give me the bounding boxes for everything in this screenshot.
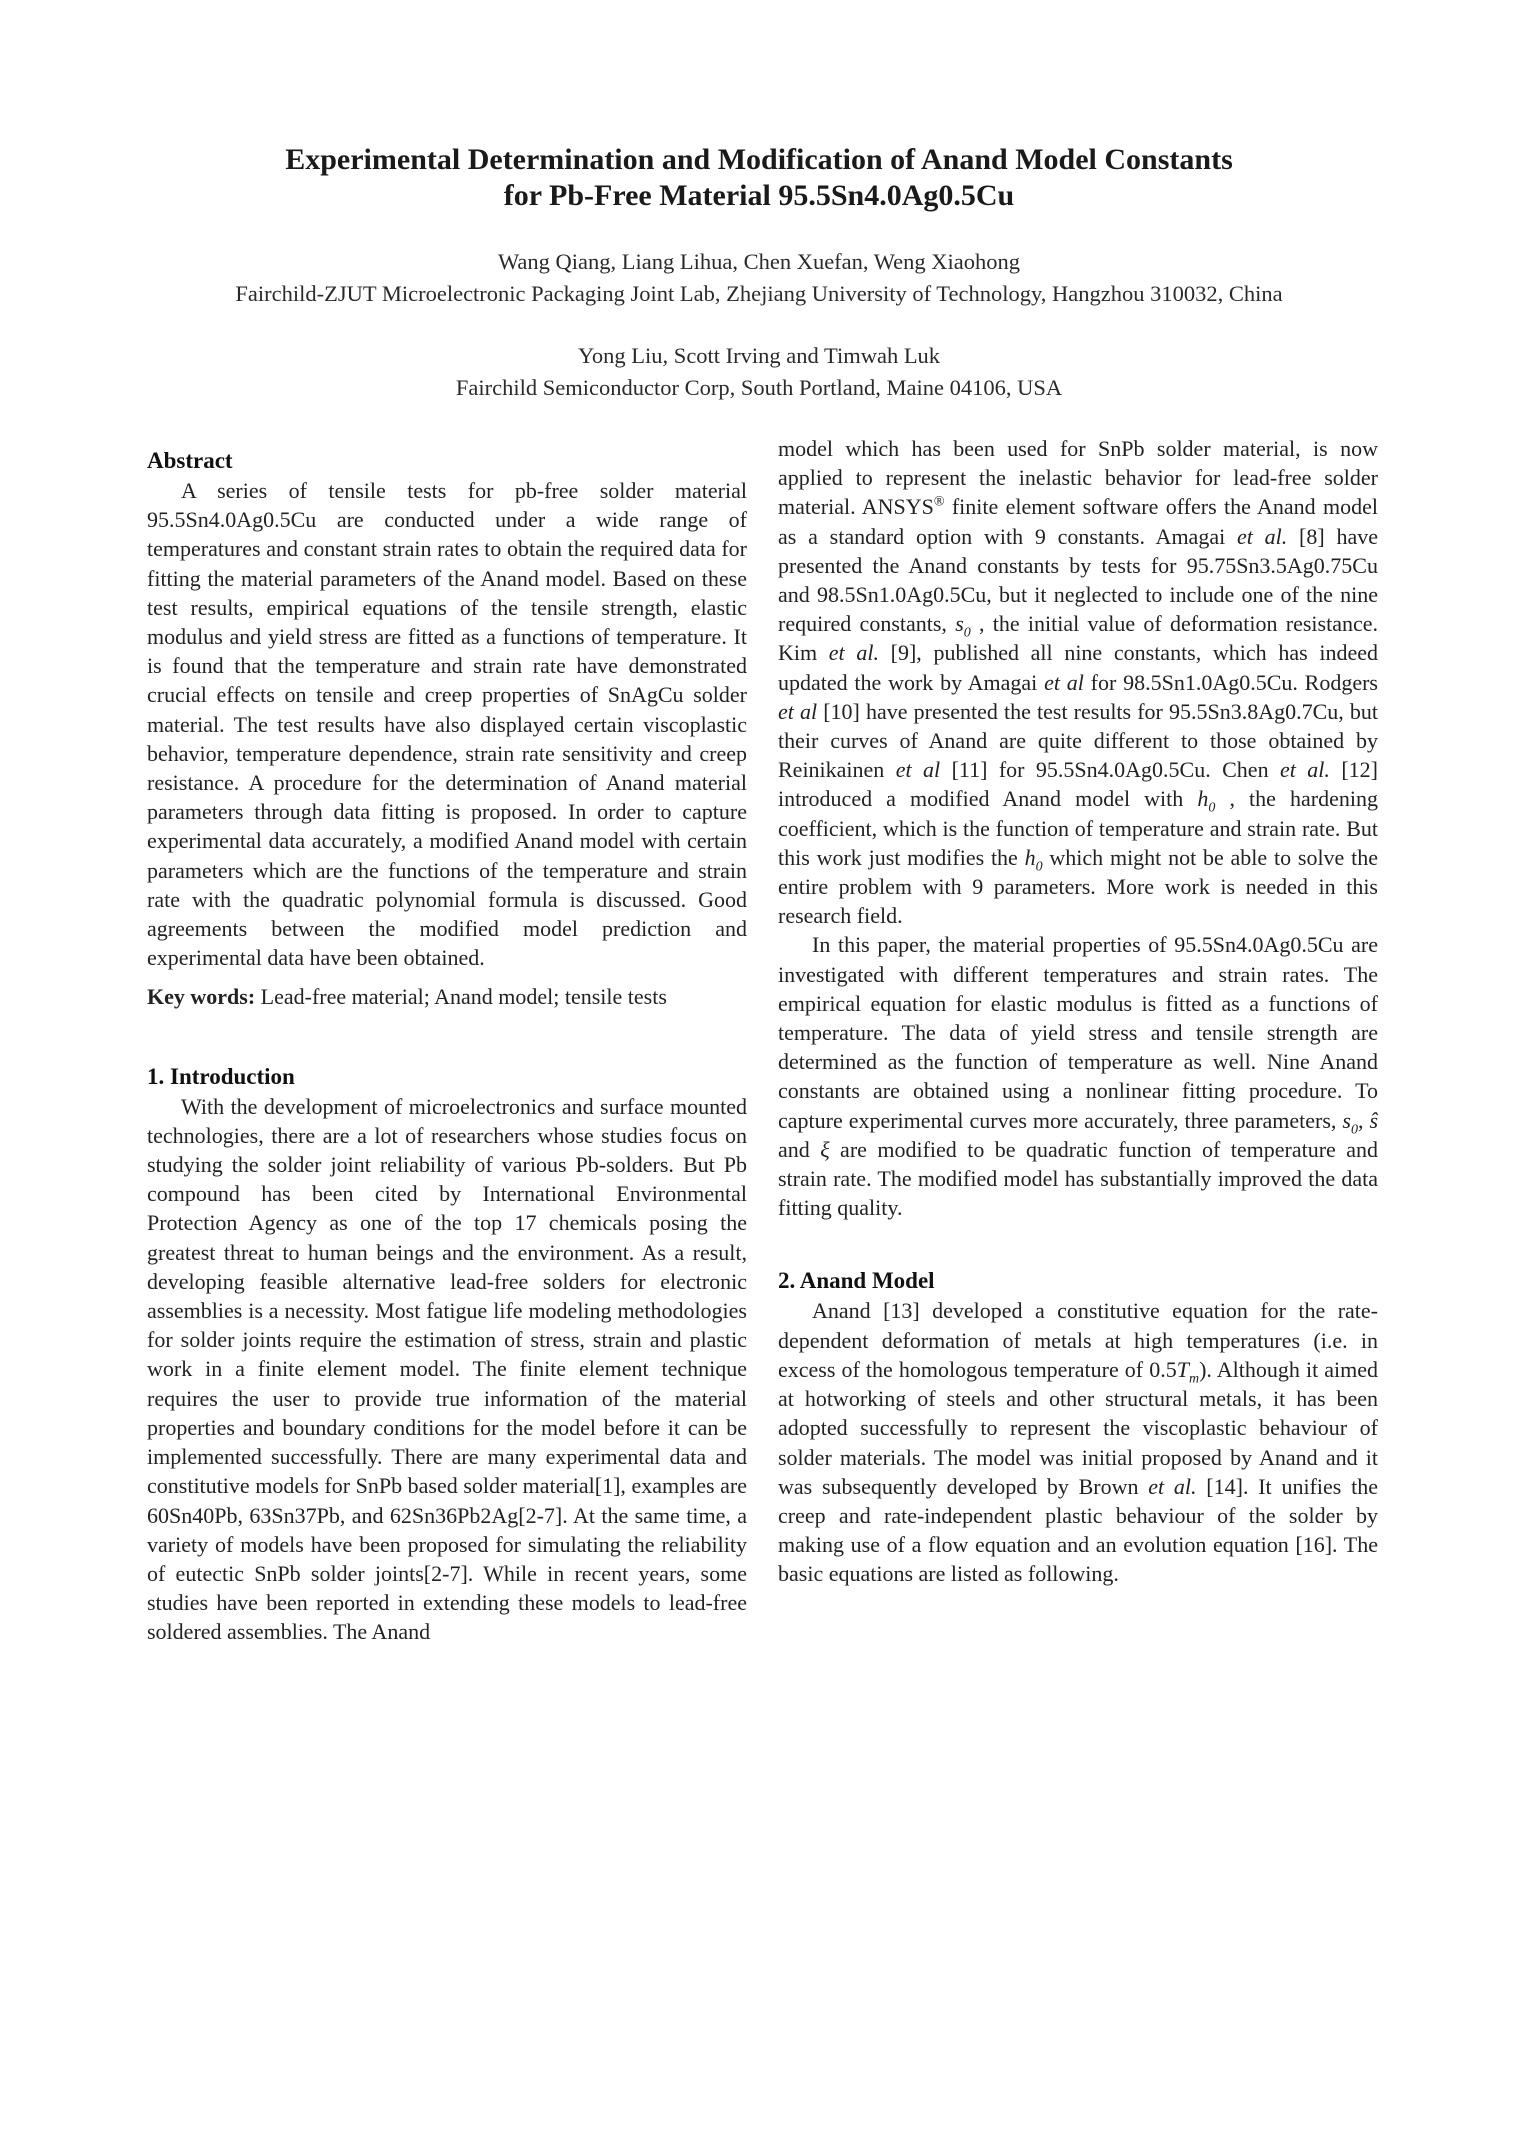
text-run: , the initial value of deformation resistance. Kim	[778, 611, 1379, 666]
subscript-0: 0	[1035, 859, 1043, 875]
symbol-s-hat: ŝ	[1369, 1107, 1379, 1133]
registered-mark: ®	[933, 495, 945, 511]
text-run: [14]. It unifies the creep and rate-independent plastic behaviour of the solder by making use of a flow equation and an evolution equation [16]. The basic equations are listed as following.	[778, 1473, 1378, 1587]
title-line-1: Experimental Determination and Modification of Anand Model Constants	[285, 143, 1233, 176]
text-run: Anand [13] developed a constitutive equation for the rate-dependent deformation of metals at high temperatures (i.e. in excess of the homologous temperature of 0.5	[778, 1298, 1378, 1382]
et-al: et al.	[828, 640, 879, 666]
text-run: [12] introduced a modified Anand model with	[778, 757, 1378, 812]
text-run: [10] have presented the test results for 95.5Sn3.8Ag0.7Cu, but their curves of Anand are quite different to those obtained by Reinikainen	[778, 698, 1378, 783]
et-al: et al.	[1148, 1473, 1197, 1499]
symbol-s0	[955, 611, 971, 641]
symbol-xi: ξ	[820, 1136, 830, 1162]
text-run: finite element software offers the Anand model as a standard option with 9 constants. Amagai	[778, 494, 1379, 549]
text-run: are modified to be quadratic function of temperature and strain rate. The modified model has substantially improved the data fitting quality.	[778, 1136, 1378, 1221]
keywords	[147, 982, 747, 1011]
text-run: [9], published all nine constants, which has indeed updated the work by Amagai	[778, 640, 1378, 695]
symbol-h: h	[1197, 786, 1209, 812]
text-run: which might not be able to solve the entire problem with 9 parameters. More work is needed in this research field.	[778, 844, 1378, 929]
text-run: model which has been used for SnPb solder material, is now applied to represent the inelastic behavior for lead-free solder material. ANSYS	[778, 436, 1378, 520]
et-al: et al.	[1236, 523, 1288, 549]
intro-paper-paragraph: In this paper, the material properties of 95.5Sn4.0Ag0.5Cu are investigated with different temperatures and strain rates. The empirical equation for elastic modulus is fitted as a functions of temperature. The data of yield stress and tensile strength are determined as the function of temperature as well. Nine Anand constants are obtained using a nonlinear fitting procedure. To capture experimental curves more accurately, three parameters, $s_0$, ŝ and ξ are modified to be quadratic function of temperature and strain rate. The modified model has substantially improved the data fitting quality.	[778, 932, 1379, 1221]
symbol-t: T	[1176, 1356, 1189, 1382]
right-column	[778, 434, 1378, 1589]
anand-model-text	[778, 1296, 1378, 1588]
subscript-0: 0	[1350, 1122, 1358, 1138]
subscript-m: m	[1188, 1371, 1200, 1387]
intro-continued-paragraph	[778, 434, 1378, 930]
keywords-label: Key words:	[147, 984, 256, 1010]
text-run: In this paper, the material properties of 95.5Sn4.0Ag0.5Cu are investigated with different temperatures and strain rates. The empirical equation for elastic modulus is fitted as a functions of temperature. The data of yield stress and tensile strength are determined as the function of temperature as well. Nine Anand constants are obtained using a nonlinear fitting procedure. To capture experimental curves more accurately, three parameters,	[778, 932, 1378, 1133]
author-block-1	[120, 246, 1398, 310]
keywords-text: Lead-free material; Anand model; tensile tests	[255, 984, 667, 1010]
symbol-s0	[1342, 1107, 1358, 1138]
affiliation-2: Fairchild Semiconductor Corp, South Portland, Maine 04106, USA	[455, 375, 1063, 400]
symbol-h0	[1024, 844, 1043, 875]
subscript-0: 0	[963, 625, 971, 641]
left-column	[147, 446, 747, 1647]
text-run: [8] have presented the Anand constants by tests for 95.75Sn3.5Ag0.75Cu and 98.5Sn1.0Ag0.5Cu, but it neglected to include one of the nine required constants,	[778, 523, 1379, 637]
author-block-2	[120, 340, 1398, 404]
affiliation-1: Fairchild-ZJUT Microelectronic Packaging Joint Lab, Zhejiang University of Technology, Hangzhou 310032, China	[235, 281, 1283, 306]
symbol-h0	[1197, 786, 1216, 816]
authors-2: Yong Liu, Scott Irving and Timwah Luk	[577, 343, 941, 368]
et-al: et al	[1044, 669, 1084, 695]
et-al: et al.	[1280, 757, 1330, 783]
text-run: ). Although it aimed at hotworking of steels and other structural metals, it has been adopted successfully to represent the viscoplastic behaviour of solder materials. The model was initial proposed by Anand and it was subsequently developed by Brown	[778, 1356, 1379, 1499]
introduction-heading: 1. Introduction	[147, 1063, 295, 1089]
paper-title	[150, 142, 1368, 214]
title-line-2: for Pb-Free Material 95.5Sn4.0Ag0.5Cu	[503, 179, 1015, 212]
subscript-0: 0	[1208, 800, 1216, 816]
introduction-text: With the development of microelectronics and surface mounted technologies, there are a lot of researchers whose studies focus on studying the solder joint reliability of various Pb-solders. But Pb compound has been cited by International Environmental Protection Agency as one of the top 17 chemicals posing the greatest threat to human beings and the environment. As a result, developing feasible alternative lead-free solders for electronic assemblies is a necessity. Most fatigue life modeling methodologies for solder joints require the estimation of stress, strain and plastic work in a finite element model. The finite element technique requires the user to provide true information of the material properties and boundary conditions for the model before it can be implemented successfully. There are many experimental data and constitutive models for SnPb based solder material[1], examples are 60Sn40Pb, 63Sn37Pb, and 62Sn36Pb2Ag[2-7]. At the same time, a variety of models have been proposed for simulating the reliability of eutectic SnPb solder joints[2-7]. While in recent years, some studies have been reported in extending these models to lead-free soldered assemblies. The Anand	[147, 1093, 747, 1645]
text-run: for 98.5Sn1.0Ag0.5Cu. Rodgers	[1083, 669, 1378, 695]
et-al: et al	[778, 698, 818, 724]
text-run: and	[778, 1136, 821, 1162]
abstract-heading: Abstract	[147, 448, 233, 473]
authors-1: Wang Qiang, Liang Lihua, Chen Xuefan, Weng Xiaohong	[497, 249, 1021, 274]
et-al: et al	[895, 757, 941, 783]
text-run: , the hardening coefficient, which is the function of temperature and strain rate. But this work just modifies the	[778, 786, 1378, 870]
text-run: [11] for 95.5Sn4.0Ag0.5Cu. Chen	[940, 757, 1280, 783]
symbol-tm	[1176, 1356, 1200, 1387]
anand-model-heading: 2. Anand Model	[778, 1268, 935, 1294]
symbol-s: s	[955, 611, 964, 637]
symbol-h: h	[1024, 844, 1036, 870]
symbol-s: s	[1342, 1107, 1351, 1133]
abstract-text: A series of tensile tests for pb-free solder material 95.5Sn4.0Ag0.5Cu are conducted under a wide range of temperatures and constant strain rates to obtain the required data for fitting the material parameters of the Anand model. Based on these test results, empirical equations of the tensile strength, elastic modulus and yield stress are fitted as a functions of temperature. It is found that the temperature and strain rate have demonstrated crucial effects on tensile and creep properties of SnAgCu solder material. The test results have also displayed certain viscoplastic behavior, temperature dependence, strain rate sensitivity and creep resistance. A procedure for the determination of Anand material parameters through data fitting is proposed. In order to capture experimental data accurately, a modified Anand model with certain parameters which are the functions of the temperature and strain rate with the quadratic polynomial formula is discussed. Good agreements between the modified model prediction and experimental data have been obtained.	[147, 478, 747, 971]
